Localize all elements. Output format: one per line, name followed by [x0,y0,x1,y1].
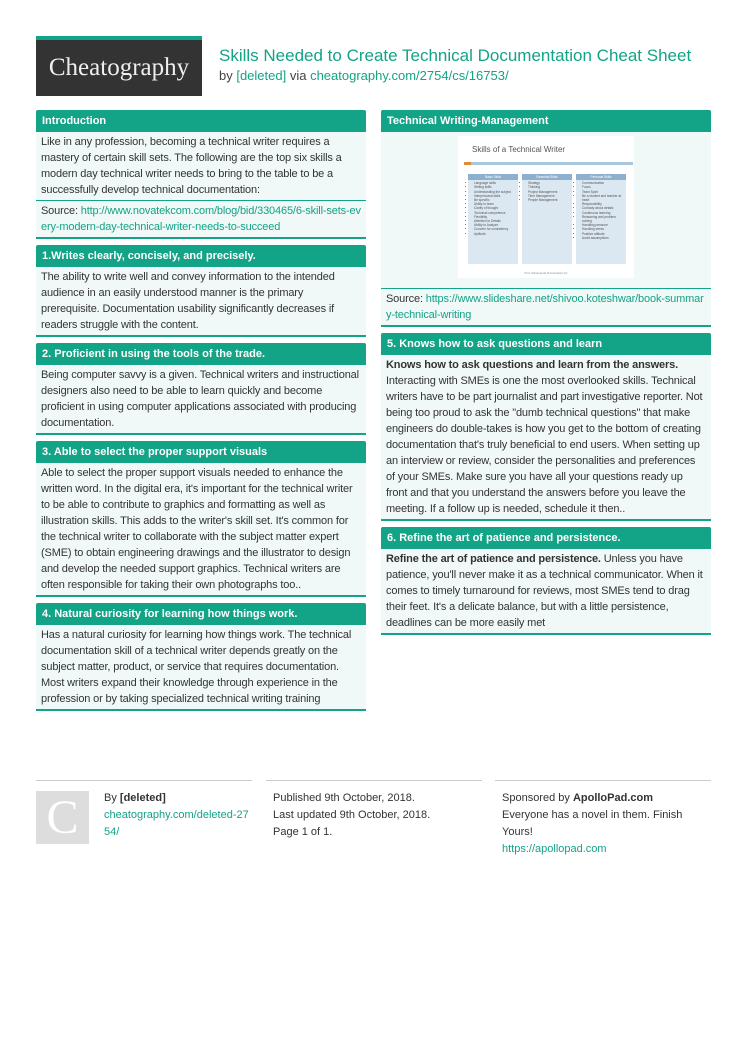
section-1 [36,245,366,337]
section-3 [36,441,366,597]
source-row: Source: http://www.novatekcom.com/blog/bid/330465/6-skill-sets-every-modern-day-technical-writer-needs-to-succeed [36,201,366,239]
slide-skill-item: • Avoid assumptions [582,236,626,240]
source-link[interactable]: https://www.slideshare.net/shivoo.koteshwar/book-summary-technical-writing [386,293,704,321]
slide-skill-item: • Technical competence [474,211,518,215]
slide-skill-column: Personal Skills • Communication • Focus • Team Spirit • Be a student and teacher at heart • Responsibility • Curiosity about details • Continuous learning • Reasoning and problem solving • Handling pressure • Handling stress • Positive attitude • Avoid assumptions [576,174,626,264]
slide-skill-item: • Focus [582,185,626,189]
slide-skill-item: • Be specific [474,198,518,202]
section-header: 2. Proficient in using the tools of the trade. [36,343,366,365]
slide-skill-column: Basic Skills • Language skills • Writing skills • Understanding the subject • Interpersonal skills • Be specific • Ability to learn • Clarity of thought • Technical competence • Flexibility • Attention to Details • Ability to Analyze • Concern for consistency • Aptitude [468,174,518,264]
slide-skill-item: • Strategy [528,181,572,185]
slide-skill-item: • Communication [582,181,626,185]
slide-skill-item: • Language skills [474,181,518,185]
section-header: 3. Able to select the proper support visuals [36,441,366,463]
section-body: Able to select the proper support visuals needed to enhance the written word. In the digital era, it's important for the technical writer to be able to contribute to graphics and formatting as well as illustration skills. This adds to the writer's skill set. It's common for the technical writer to collaborate with the subject matter expert (SME) to obtain engineering drawings and the illustrator to design and develop the needed support graphics. Technical writers are often responsible for taking their own photographs too.. [36,463,366,597]
sponsor-link[interactable]: https://apollopad.com [502,843,607,855]
page-title: Skills Needed to Create Technical Documentation Cheat Sheet [219,46,692,65]
section-2 [36,343,366,435]
slide-skill-item: • Understanding the subject [474,190,518,194]
slide-skill-item: • Ability to Analyze [474,223,518,227]
slide-skill-item: • Thinking [528,185,572,189]
slide-skill-item: • Reasoning and problem solving [582,215,626,223]
author-link[interactable]: [deleted] [236,68,287,83]
section-header: 4. Natural curiosity for learning how things work. [36,603,366,625]
slide-skill-item: • Concern for consistency [474,227,518,231]
slide-skill-item: • Interpersonal skills [474,194,518,198]
slide-skill-item: • Be a student and teacher at heart [582,194,626,202]
slide-skill-item: • Ability to learn [474,202,518,206]
section-body: The ability to write well and convey information to the intended audience in an easily understood manner is the primary prerequisite. Documentation usability significantly decreases if readers struggle with the content. [36,267,366,337]
section-header: Introduction [36,110,366,132]
slide-skill-item: • Aptitude [474,232,518,236]
slide-skill-item: • People Management [528,198,572,202]
section-body: Has a natural curiosity for learning how things work. The technical documentation skill of a technical writer depends greatly on the subject matter, product, or service that requires documentation. Most writers expand their knowledge through experience in the profession or by taking specialized technical writing training [36,625,366,711]
slide-skill-item: • Time Management [528,194,572,198]
avatar: C [36,791,89,844]
slide-skill-item: • Responsibility [582,202,626,206]
slide-skill-item: • Project Management [528,190,572,194]
right-column [381,110,711,641]
slide-skill-column: Essential Skills • Strategy • Thinking • Project Management • Time Management • People Management [522,174,572,264]
section-4 [36,603,366,711]
slide-image-row [381,132,711,289]
section-body: Like in any profession, becoming a technical writer requires a mastery of certain skill sets. The following are the top six skills a modern day technical writer needs to bring to the table to be a successfully develop technical documentation: [36,132,366,201]
slide-skill-item: • Writing skills [474,185,518,189]
cheatography-logo[interactable]: Cheatography [36,36,202,96]
section-header: 1.Writes clearly, concisely, and precisely. [36,245,366,267]
section-technical-writing-management [381,110,711,327]
footer-dates: Published 9th October, 2018. Last updated 9th October, 2018. Page 1 of 1. [266,780,482,841]
slide-skill-item: • Curiosity about details [582,206,626,210]
section-header: 5. Knows how to ask questions and learn [381,333,711,355]
slide-divider [464,162,633,165]
slide-skill-item: • Clarity of thought [474,206,518,210]
slide-skill-item: • Continuous learning [582,211,626,215]
section-header: Technical Writing-Management [381,110,711,132]
section-body: Refine the art of patience and persistence. Unless you have patience, you'll never make it as a technical communicator. When it comes to timely turnaround for reviews, most SMEs tend to drag their feet. It's a delicate balance, but with a little persistence, deadlines can be more easily met [381,549,711,635]
section-header: 6. Refine the art of patience and persistence. [381,527,711,549]
byline: by [deleted] via cheatography.com/2754/cs/16753/ [219,68,509,83]
footer-sponsor: Sponsored by ApolloPad.com Everyone has a novel in them. Finish Yours! https://apollopad.com [495,780,711,858]
slide-skill-item: • Attention to Details [474,219,518,223]
slide-skill-item: • Handling stress [582,227,626,231]
slide-skill-item: • Positive attitude [582,232,626,236]
sheet-url-link[interactable]: cheatography.com/2754/cs/16753/ [310,68,509,83]
author-profile-link[interactable]: cheatography.com/deleted-2754/ [104,809,249,838]
section-5 [381,333,711,521]
slide-skill-item: • Handling pressure [582,223,626,227]
slide-skill-item: • Flexibility [474,215,518,219]
section-6 [381,527,711,635]
section-body: Knows how to ask questions and learn from the answers. Interacting with SMEs is one the most overlooked skills. Technical writers have to be part journalist and part investigative reporter. Not being too proud to ask the "dumb technical questions" that make engineers do double-takes is how you get to the bottom of creating documentation that's truly beneficial to end users. When setting up an interview or review, consider the personalities and preferences of your SMEs. Make sure you have all your questions ready up front and that you understand the answers before you leave the meeting. If a follow up is needed, schedule it then.. [381,355,711,521]
left-column [36,110,366,717]
slide-skill-item: • Team Spirit [582,190,626,194]
section-body: Being computer savvy is a given. Technical writers and instructional designers also need to be able to learn quickly and become proficient in using computer applications associated with producing documentation. [36,365,366,435]
section-0 [36,110,366,239]
skills-slide-image: Skills of a Technical Writer Prof. Shivananda R Koteshwar (C) Basic Skills • Language skills • Writing skills • Understanding the subject • Interpersonal skills • Be specific • Ability to learn • Clarity of thought • Technical competence • Flexibility • Attention to Details • Ability to Analyze • Concern for consistency • Aptitude Essential Skills • Strategy • Thinking • Project Management • Time Management • People Management Personal Skills • Communication • Focus • Team Spirit • Be a student and teacher at heart • Responsibility • Curiosity about details • Continuous learning • Reasoning and problem solving • Handling pressure • Handling stress • Positive attitude • Avoid assumptions [458,136,634,278]
source-row: Source: https://www.slideshare.net/shivoo.koteshwar/book-summary-technical-writing [381,289,711,327]
footer-author: C By [deleted] cheatography.com/deleted-2754/ [36,780,252,841]
source-link[interactable]: http://www.novatekcom.com/blog/bid/330465/6-skill-sets-every-modern-day-technical-writer-needs-to-succeed [41,205,361,233]
